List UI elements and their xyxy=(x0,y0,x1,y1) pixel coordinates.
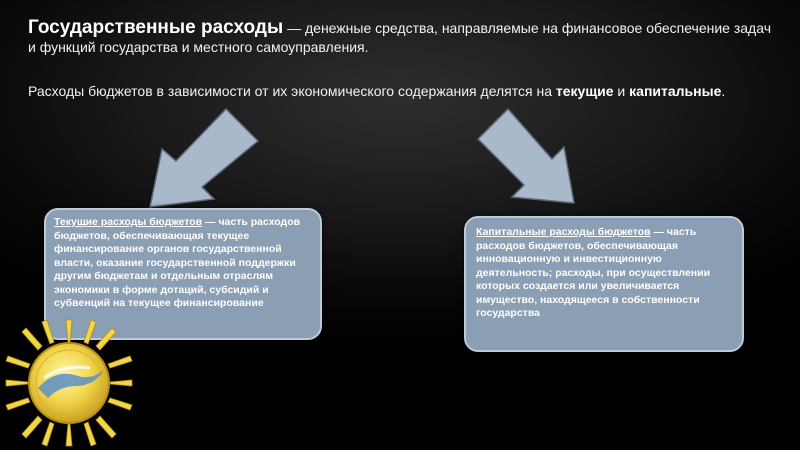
capital-expenses-description: — часть расходов бюджетов, обеспечивающая инновационную и инвестиционную деятельность; расходы, при осуществлении которых создается или увеличивается имущество, находящееся в собственности государства xyxy=(476,226,711,319)
classification-and: и xyxy=(613,83,630,99)
classification-text xyxy=(28,82,788,101)
classification-capital: капитальные xyxy=(629,83,722,99)
classification-lead: Расходы бюджетов в зависимости от их экономического содержания делятся на xyxy=(28,83,556,99)
arrow-down-right-icon xyxy=(470,105,590,210)
sun-logo-icon xyxy=(4,318,134,448)
arrow-down-left-icon xyxy=(140,105,270,215)
capital-expenses-title: Капитальные расходы бюджетов xyxy=(476,226,651,238)
current-expenses-description: — часть расходов бюджетов, обеспечивающая текущее финансирование органов государственной власти, оказание государственной поддержки другим бюджетам и отдельным отраслям экономики в форме дотаций, субсидий и субвенций на текущее финансирование xyxy=(54,216,301,309)
capital-expenses-box xyxy=(464,216,744,352)
current-expenses-title: Текущие расходы бюджетов xyxy=(54,216,203,228)
classification-end: . xyxy=(721,83,726,99)
term-title: Государственные расходы xyxy=(28,17,284,38)
term-definition: — денежные средства, направляемые на финансовое обеспечение задач и функций государства и местного самоуправления. xyxy=(28,20,771,55)
definition-text xyxy=(28,18,778,57)
classification-current: текущие xyxy=(555,83,614,99)
